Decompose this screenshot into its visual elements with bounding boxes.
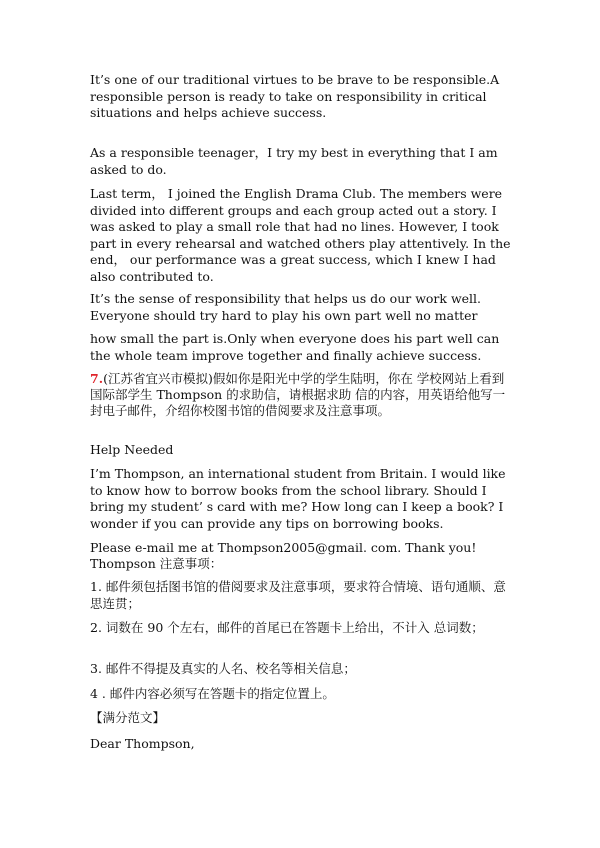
letter-signature: Thompson 注意事项： xyxy=(90,556,223,571)
question-prompt xyxy=(90,371,510,419)
letter-title: Help Needed xyxy=(90,442,174,457)
salutation: Dear Thompson, xyxy=(90,736,195,751)
essay-paragraph-2: As a responsible teenager，I try my best in everything that I am asked to do. xyxy=(90,145,502,177)
essay-paragraph-1: It’s one of our traditional virtues to be brave to be responsible.A responsible person is ready to take on responsibility in critical situations and helps achieve success. xyxy=(90,72,504,120)
note-item-2: 2. 词数在 90 个左右，邮件的首尾已在答题卡上给出，不计入 总词数； xyxy=(90,620,484,635)
note-item-1: 1. 邮件须包括图书馆的借阅要求及注意事项，要求符合情境、语句通顺、意思连贯； xyxy=(90,579,506,611)
letter-closing: Please e-mail me at Thompson2005@gmail. com. Thank you! xyxy=(90,540,477,555)
letter-body: I’m Thompson, an international student from Britain. I would like to know how to borrow books from the school library. Should I bring my student’ s card with me? How long can I keep a book? I wonder if you can provide any tips on borrowing books. xyxy=(90,466,510,531)
model-essay-heading: 【满分范文】 xyxy=(90,710,166,725)
question-text: (江苏省宜兴市模拟)假如你是阳光中学的学生陆明，你在 学校网站上看到国际部学生 Thompson 的求助信，请根据求助 信的内容，用英语给他写一封电子邮件，介绍你校图书馆的借阅要求及注意事项。 xyxy=(90,371,506,418)
essay-paragraph-5: how small the part is.Only when everyone does his part well can the whole team improve together and finally achieve success. xyxy=(90,331,504,363)
note-item-3: 3. 邮件不得提及真实的人名、校名等相关信息； xyxy=(90,661,356,676)
question-number: 7. xyxy=(90,371,104,386)
essay-paragraph-3: Last term， I joined the English Drama Club. The members were divided into different groups and each group acted out a story. I was asked to play a small role that had no lines. However, I took part in every rehearsal and watched others play attentively. In the end， our performance was a great success, which I knew I had also contributed to. xyxy=(90,186,515,284)
essay-paragraph-4: It’s the sense of responsibility that helps us do our work well. Everyone should try hard to play his own part well no matter xyxy=(90,291,485,323)
note-item-4: 4 . 邮件内容必须写在答题卡的指定位置上。 xyxy=(90,686,335,701)
